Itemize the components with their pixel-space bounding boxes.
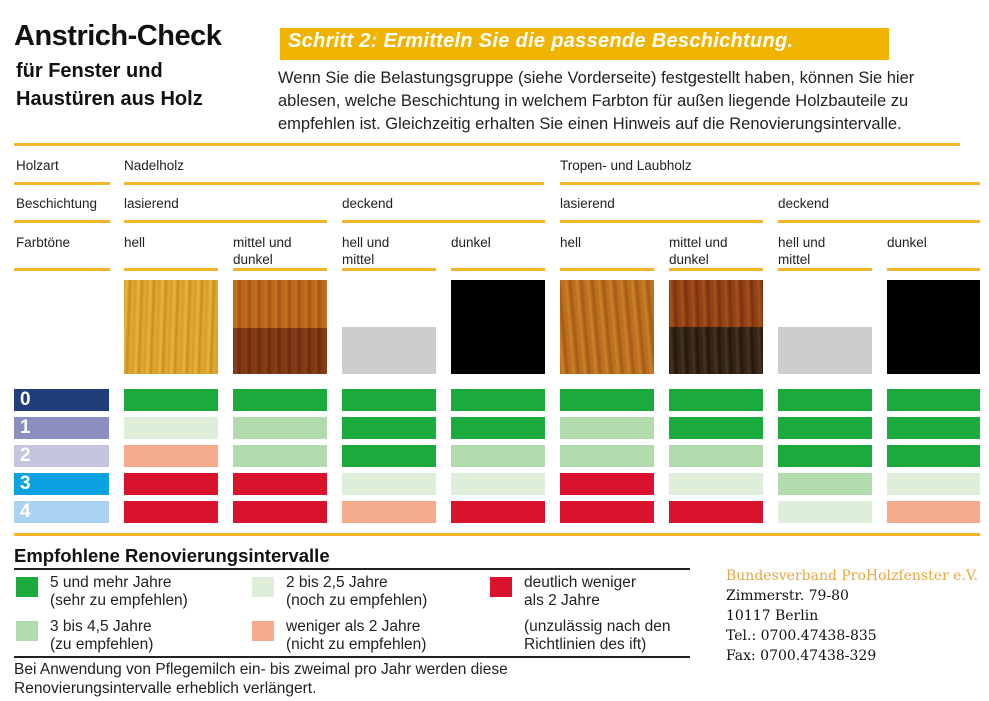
table-line [778, 268, 872, 271]
page-subtitle-line1: für Fenster und [16, 60, 163, 82]
grid-cell-g2-c3 [342, 445, 436, 467]
grid-cell-g1-c3 [342, 417, 436, 439]
header-divider [14, 143, 960, 146]
beschichtung-nadel-lasierend: lasierend [124, 196, 179, 211]
swatch-grey-light [342, 327, 436, 374]
grid-cell-g1-c6 [669, 417, 763, 439]
grid-cell-g3-c2 [233, 473, 327, 495]
table-line [342, 220, 545, 223]
table-line [233, 268, 327, 271]
legend-swatch-g5 [16, 577, 38, 597]
legend-swatch-red [490, 577, 512, 597]
table-bottom-line [14, 533, 980, 536]
grid-cell-g2-c6 [669, 445, 763, 467]
grid-cell-g1-c8 [887, 417, 980, 439]
swatch-wood-pine-medium [233, 280, 327, 328]
grid-cell-g4-c7 [778, 501, 872, 523]
table-line [124, 220, 327, 223]
org-tel: Tel.: 0700.47438-835 [726, 628, 877, 644]
org-city: 10117 Berlin [726, 608, 819, 624]
swatch-grey-light [778, 327, 872, 374]
table-line [14, 220, 110, 223]
swatch-wood-pine-dark [233, 328, 327, 374]
beschichtung-nadel-deckend: deckend [342, 196, 394, 211]
holzart-nadelholz: Nadelholz [124, 158, 185, 173]
table-line [560, 220, 763, 223]
grid-cell-g0-c3 [342, 389, 436, 411]
farbton-col8: dunkel [887, 235, 927, 250]
swatch-wood-pine-light [124, 280, 218, 374]
swatch-black [887, 280, 980, 374]
grid-cell-g2-c7 [778, 445, 872, 467]
table-line [451, 268, 545, 271]
grid-cell-g1-c4 [451, 417, 545, 439]
farbton-col1: hell [124, 235, 146, 250]
beschichtung-tropen-deckend: deckend [778, 196, 830, 211]
legend-item-2: 2 bis 2,5 Jahre (noch zu empfehlen) [286, 574, 428, 609]
grid-cell-g4-c5 [560, 501, 654, 523]
group-label-1: 1 [14, 417, 109, 439]
table-line [124, 182, 544, 185]
grid-cell-g3-c7 [778, 473, 872, 495]
grid-cell-g3-c3 [342, 473, 436, 495]
table-line [669, 268, 763, 271]
legend-footnote: Bei Anwendung von Pflegemilch ein- bis zweimal pro Jahr werden diese Renovierungsintervalle erheblich verlängert. [14, 661, 508, 697]
legend-item-6: (unzulässig nach den Richtlinien des ift) [524, 618, 671, 653]
grid-cell-g3-c5 [560, 473, 654, 495]
swatch-wood-tropical-light [560, 280, 654, 374]
table-line [124, 268, 218, 271]
row-header-farbtoene: Farbtöne [16, 235, 71, 250]
grid-cell-g4-c8 [887, 501, 980, 523]
org-street: Zimmerstr. 79-80 [726, 588, 849, 604]
grid-cell-g1-c7 [778, 417, 872, 439]
swatch-wood-tropical-medium [669, 280, 763, 327]
farbton-col7: hell und mittel [778, 235, 826, 267]
legend-swatch-lt2 [252, 621, 274, 641]
org-fax: Fax: 0700.47438-329 [726, 648, 877, 664]
farbton-col4: dunkel [451, 235, 491, 250]
beschichtung-tropen-lasierend: lasierend [560, 196, 615, 211]
legend-swatch-g2 [252, 577, 274, 597]
group-label-2: 2 [14, 445, 109, 467]
group-label-4: 4 [14, 501, 109, 523]
table-line [342, 268, 436, 271]
grid-cell-g2-c4 [451, 445, 545, 467]
legend-title: Empfohlene Renovierungsintervalle [14, 545, 330, 566]
grid-cell-g0-c5 [560, 389, 654, 411]
table-line [14, 182, 110, 185]
legend-item-4: 3 bis 4,5 Jahre (zu empfehlen) [50, 618, 154, 653]
grid-cell-g3-c4 [451, 473, 545, 495]
grid-cell-g3-c1 [124, 473, 218, 495]
swatch-black [451, 280, 545, 374]
grid-cell-g2-c5 [560, 445, 654, 467]
legend-swatch-g3 [16, 621, 38, 641]
farbton-col5: hell [560, 235, 582, 250]
page-subtitle-line2: Haustüren aus Holz [16, 88, 203, 110]
legend-rule-bottom [14, 656, 690, 658]
table-line [887, 268, 980, 271]
step-banner: Schritt 2: Ermitteln Sie die passende Beschichtung. [280, 28, 889, 60]
grid-cell-g4-c1 [124, 501, 218, 523]
grid-cell-g1-c1 [124, 417, 218, 439]
grid-cell-g1-c2 [233, 417, 327, 439]
grid-cell-g3-c8 [887, 473, 980, 495]
table-line [560, 268, 654, 271]
intro-text: Wenn Sie die Belastungsgruppe (siehe Vorderseite) festgestellt haben, können Sie hier ablesen, welche Beschichtung in welchem Farbton für außen liegende Holzbauteile zu empfehlen ist. Gleichzeitig erhalten Sie einen Hinweis auf die Renovierungsintervalle. [278, 69, 915, 133]
grid-cell-g0-c6 [669, 389, 763, 411]
legend-rule-top [14, 568, 690, 570]
grid-cell-g0-c7 [778, 389, 872, 411]
grid-cell-g2-c8 [887, 445, 980, 467]
legend-item-1: 5 und mehr Jahre (sehr zu empfehlen) [50, 574, 188, 609]
group-label-3: 3 [14, 473, 109, 495]
table-line [560, 182, 980, 185]
table-line [778, 220, 980, 223]
grid-cell-g0-c8 [887, 389, 980, 411]
grid-cell-g4-c6 [669, 501, 763, 523]
holzart-tropen-laubholz: Tropen- und Laubholz [560, 158, 692, 173]
farbton-col3: hell und mittel [342, 235, 390, 267]
group-label-0: 0 [14, 389, 109, 411]
farbton-col6: mittel und dunkel [669, 235, 728, 267]
grid-cell-g3-c6 [669, 473, 763, 495]
grid-cell-g1-c5 [560, 417, 654, 439]
grid-cell-g0-c2 [233, 389, 327, 411]
grid-cell-g2-c1 [124, 445, 218, 467]
farbton-col2: mittel und dunkel [233, 235, 292, 267]
legend-item-3: deutlich weniger als 2 Jahre [524, 574, 637, 609]
swatch-wood-tropical-dark [669, 327, 763, 374]
org-name: Bundesverband ProHolzfenster e.V. [726, 568, 978, 584]
grid-cell-g0-c4 [451, 389, 545, 411]
grid-cell-g0-c1 [124, 389, 218, 411]
row-header-beschichtung: Beschichtung [16, 196, 98, 211]
page-title: Anstrich-Check [14, 20, 222, 52]
grid-cell-g2-c2 [233, 445, 327, 467]
grid-cell-g4-c2 [233, 501, 327, 523]
table-line [14, 268, 110, 271]
row-header-holzart: Holzart [16, 158, 59, 173]
grid-cell-g4-c3 [342, 501, 436, 523]
grid-cell-g4-c4 [451, 501, 545, 523]
legend-item-5: weniger als 2 Jahre (nicht zu empfehlen) [286, 618, 427, 653]
